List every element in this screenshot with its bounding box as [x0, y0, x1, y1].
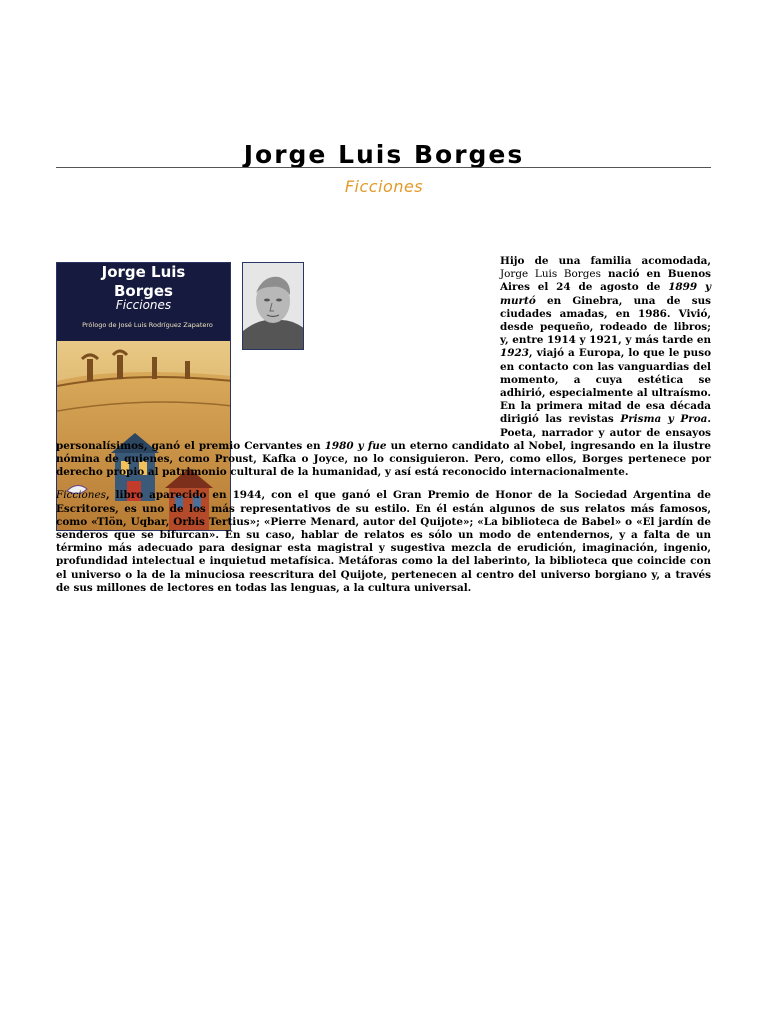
bio-text: . Poeta, narrador y autor de ensayos personalísimos, ganó el premio Cervantes en: [56, 413, 711, 452]
bio-text: , viajó a Europa, lo que le puso en contacto con las vanguardias del momento, a cuya estética se adhirió, especialmente al ultraísmo. En la primera mitad de esa década dirigió las revistas: [500, 347, 711, 426]
title-divider: [56, 167, 711, 168]
cover-author-line2: Borges: [114, 282, 173, 300]
page-title: Jorge Luis Borges: [243, 140, 525, 169]
bio-text: Hijo de una familia acomodada,: [500, 255, 711, 267]
article-body: [56, 255, 711, 605]
bio-dates: 1899 y murtó: [500, 281, 711, 307]
magazine-names: Prisma y Proa: [620, 413, 708, 426]
cover-prologue: Prólogo de José Luis Rodríguez Zapatero: [82, 321, 213, 329]
bio-prize-year: 1980 y fue: [324, 439, 387, 452]
cover-author-line1: Jorge Luis: [101, 263, 186, 281]
bio-year: 1923: [500, 347, 529, 360]
page-subtitle: Ficciones: [344, 177, 424, 196]
bio-text: un eterno candidato al Nobel, ingresando en la ilustre nómina de quienes, como Proust, Kafka o Joyce, no lo consiguieron. Pero, como ellos, Borges pertenece por derecho propio al patrimonio cultural de la humanidad, y así está reconocido internacionalmente.: [56, 439, 711, 479]
book-title-inline: Ficciones: [56, 489, 106, 502]
book-text: , libro aparecido en 1944, con el que ganó el Gran Premio de Honor de la Sociedad Argentina de Escritores, es uno de los más representativos de su estilo. En él están algunos de sus relatos más famosos, como «Tlön, Uqbar, Orbis Tertius»; «Pierre Menard, autor del Quijote»; «La biblioteca de Babel» o «El jardín de senderos que se bifurcan». En su caso, hablar de relatos es sólo un modo de entendernos, y a falta de un término más adecuado para designar esta magistral y sugestiva mezcla de erudición, imaginación, ingenio, profundidad intelectual e inquietud metafísica. Metáforas como la del laberinto, la biblioteca que coincide con el universo o la de la minuciosa reescritura del Quijote, pertenecen al centro del universo borgiano y, a través de sus millones de lectores en todas las lenguas, a la cultura universal.: [56, 489, 711, 594]
bio-text: nació en Buenos Aires el 24 de agosto de: [500, 268, 711, 294]
book-paragraph: [56, 489, 711, 595]
author-name: Jorge Luis Borges: [500, 268, 601, 281]
cover-book-title: Ficciones: [115, 298, 172, 312]
bio-text: en Ginebra, una de sus ciudades amadas, en 1986. Vivió, desde pequeño, rodeado de libros; y, entre 1914 y 1921, y más tarde en: [500, 294, 711, 347]
